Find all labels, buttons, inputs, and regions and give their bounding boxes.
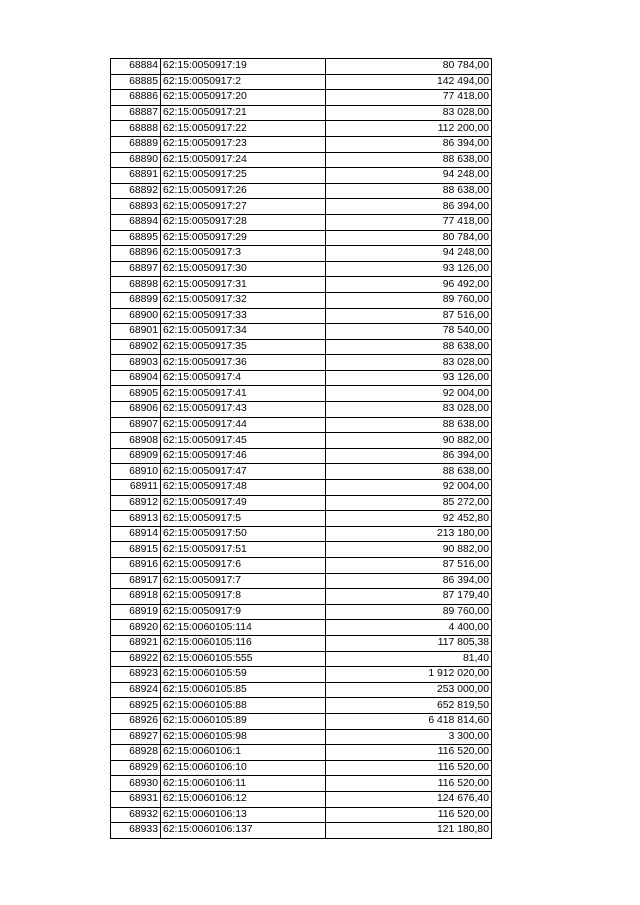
value-cell: 90 882,00 [326, 542, 492, 558]
cadastral-number-cell: 62:15:0050917:26 [161, 183, 326, 199]
row-number-cell: 68910 [111, 464, 161, 480]
row-number-cell: 68912 [111, 495, 161, 511]
table-row [111, 573, 492, 589]
table-row [111, 698, 492, 714]
row-number-cell: 68927 [111, 729, 161, 745]
cadastral-number-cell: 62:15:0050917:28 [161, 214, 326, 230]
row-number-cell: 68905 [111, 386, 161, 402]
row-number-cell: 68899 [111, 292, 161, 308]
row-number-cell: 68932 [111, 807, 161, 823]
cadastral-number-cell: 62:15:0060106:137 [161, 823, 326, 839]
value-cell: 96 492,00 [326, 277, 492, 293]
row-number-cell: 68898 [111, 277, 161, 293]
cadastral-number-cell: 62:15:0050917:22 [161, 121, 326, 137]
table-row [111, 480, 492, 496]
table-row [111, 246, 492, 262]
row-number-cell: 68906 [111, 402, 161, 418]
cadastral-number-cell: 62:15:0050917:27 [161, 199, 326, 215]
table-row [111, 776, 492, 792]
value-cell: 86 394,00 [326, 448, 492, 464]
cadastral-number-cell: 62:15:0050917:4 [161, 370, 326, 386]
table-row [111, 745, 492, 761]
cadastral-number-cell: 62:15:0060105:114 [161, 620, 326, 636]
row-number-cell: 68926 [111, 713, 161, 729]
value-cell: 4 400,00 [326, 620, 492, 636]
row-number-cell: 68885 [111, 74, 161, 90]
value-cell: 86 394,00 [326, 199, 492, 215]
value-cell: 93 126,00 [326, 370, 492, 386]
table-row [111, 90, 492, 106]
cadastral-number-cell: 62:15:0050917:9 [161, 604, 326, 620]
value-cell: 6 418 814,60 [326, 713, 492, 729]
row-number-cell: 68920 [111, 620, 161, 636]
value-cell: 116 520,00 [326, 745, 492, 761]
table-row [111, 511, 492, 527]
cadastral-number-cell: 62:15:0050917:35 [161, 339, 326, 355]
row-number-cell: 68886 [111, 90, 161, 106]
row-number-cell: 68904 [111, 370, 161, 386]
value-cell: 81,40 [326, 651, 492, 667]
table-row [111, 199, 492, 215]
table-row [111, 760, 492, 776]
row-number-cell: 68891 [111, 168, 161, 184]
table-row [111, 558, 492, 574]
row-number-cell: 68909 [111, 448, 161, 464]
cadastral-number-cell: 62:15:0060105:89 [161, 713, 326, 729]
row-number-cell: 68915 [111, 542, 161, 558]
table-row [111, 324, 492, 340]
value-cell: 85 272,00 [326, 495, 492, 511]
cadastral-number-cell: 62:15:0050917:3 [161, 246, 326, 262]
cadastral-number-cell: 62:15:0050917:23 [161, 136, 326, 152]
cadastral-number-cell: 62:15:0050917:51 [161, 542, 326, 558]
value-cell: 117 805,38 [326, 635, 492, 651]
value-cell: 94 248,00 [326, 168, 492, 184]
table-row [111, 604, 492, 620]
cadastral-number-cell: 62:15:0050917:36 [161, 355, 326, 371]
table-row [111, 214, 492, 230]
cadastral-number-cell: 62:15:0050917:29 [161, 230, 326, 246]
value-cell: 116 520,00 [326, 760, 492, 776]
cadastral-number-cell: 62:15:0050917:21 [161, 105, 326, 121]
value-cell: 87 516,00 [326, 308, 492, 324]
value-cell: 3 300,00 [326, 729, 492, 745]
table-row [111, 183, 492, 199]
cadastral-number-cell: 62:15:0050917:2 [161, 74, 326, 90]
cadastral-number-cell: 62:15:0060106:13 [161, 807, 326, 823]
table-row [111, 370, 492, 386]
table-row [111, 59, 492, 75]
row-number-cell: 68887 [111, 105, 161, 121]
value-cell: 87 179,40 [326, 589, 492, 605]
value-cell: 77 418,00 [326, 90, 492, 106]
table-row [111, 339, 492, 355]
cadastral-value-table [110, 58, 492, 839]
value-cell: 253 000,00 [326, 682, 492, 698]
cadastral-number-cell: 62:15:0060105:85 [161, 682, 326, 698]
cadastral-number-cell: 62:15:0050917:20 [161, 90, 326, 106]
value-cell: 86 394,00 [326, 136, 492, 152]
value-cell: 652 819,50 [326, 698, 492, 714]
table-row [111, 136, 492, 152]
value-cell: 90 882,00 [326, 433, 492, 449]
cadastral-number-cell: 62:15:0060105:88 [161, 698, 326, 714]
table-row [111, 152, 492, 168]
cadastral-number-cell: 62:15:0060106:12 [161, 791, 326, 807]
table-row [111, 402, 492, 418]
value-cell: 213 180,00 [326, 526, 492, 542]
table-row [111, 121, 492, 137]
cadastral-number-cell: 62:15:0050917:30 [161, 261, 326, 277]
value-cell: 92 004,00 [326, 386, 492, 402]
table-row [111, 292, 492, 308]
table-row [111, 651, 492, 667]
value-cell: 124 676,40 [326, 791, 492, 807]
cadastral-number-cell: 62:15:0050917:47 [161, 464, 326, 480]
row-number-cell: 68895 [111, 230, 161, 246]
value-cell: 88 638,00 [326, 183, 492, 199]
row-number-cell: 68917 [111, 573, 161, 589]
table-row [111, 168, 492, 184]
value-cell: 89 760,00 [326, 604, 492, 620]
cadastral-number-cell: 62:15:0050917:48 [161, 480, 326, 496]
value-cell: 89 760,00 [326, 292, 492, 308]
row-number-cell: 68924 [111, 682, 161, 698]
value-cell: 77 418,00 [326, 214, 492, 230]
value-cell: 83 028,00 [326, 402, 492, 418]
table-row [111, 277, 492, 293]
cadastral-number-cell: 62:15:0060105:116 [161, 635, 326, 651]
row-number-cell: 68922 [111, 651, 161, 667]
value-cell: 92 004,00 [326, 480, 492, 496]
cadastral-number-cell: 62:15:0050917:44 [161, 417, 326, 433]
row-number-cell: 68901 [111, 324, 161, 340]
table-row [111, 464, 492, 480]
row-number-cell: 68894 [111, 214, 161, 230]
value-cell: 87 516,00 [326, 558, 492, 574]
table-row [111, 417, 492, 433]
row-number-cell: 68933 [111, 823, 161, 839]
cadastral-number-cell: 62:15:0050917:50 [161, 526, 326, 542]
cadastral-number-cell: 62:15:0060105:98 [161, 729, 326, 745]
value-cell: 92 452,80 [326, 511, 492, 527]
row-number-cell: 68913 [111, 511, 161, 527]
cadastral-number-cell: 62:15:0050917:46 [161, 448, 326, 464]
value-cell: 86 394,00 [326, 573, 492, 589]
row-number-cell: 68921 [111, 635, 161, 651]
cadastral-number-cell: 62:15:0050917:34 [161, 324, 326, 340]
value-cell: 142 494,00 [326, 74, 492, 90]
row-number-cell: 68897 [111, 261, 161, 277]
table-row [111, 635, 492, 651]
value-cell: 121 180,80 [326, 823, 492, 839]
row-number-cell: 68914 [111, 526, 161, 542]
value-cell: 80 784,00 [326, 230, 492, 246]
table-row [111, 729, 492, 745]
value-cell: 83 028,00 [326, 355, 492, 371]
cadastral-number-cell: 62:15:0050917:7 [161, 573, 326, 589]
cadastral-number-cell: 62:15:0060106:11 [161, 776, 326, 792]
table-row [111, 230, 492, 246]
row-number-cell: 68907 [111, 417, 161, 433]
cadastral-number-cell: 62:15:0050917:8 [161, 589, 326, 605]
table-row [111, 589, 492, 605]
table-row [111, 667, 492, 683]
row-number-cell: 68892 [111, 183, 161, 199]
row-number-cell: 68903 [111, 355, 161, 371]
table-row [111, 807, 492, 823]
cadastral-number-cell: 62:15:0050917:32 [161, 292, 326, 308]
value-cell: 94 248,00 [326, 246, 492, 262]
cadastral-number-cell: 62:15:0050917:5 [161, 511, 326, 527]
table-row [111, 620, 492, 636]
value-cell: 88 638,00 [326, 152, 492, 168]
row-number-cell: 68884 [111, 59, 161, 75]
cadastral-number-cell: 62:15:0050917:41 [161, 386, 326, 402]
value-cell: 78 540,00 [326, 324, 492, 340]
value-cell: 88 638,00 [326, 339, 492, 355]
cadastral-number-cell: 62:15:0060105:555 [161, 651, 326, 667]
value-cell: 88 638,00 [326, 417, 492, 433]
row-number-cell: 68931 [111, 791, 161, 807]
cadastral-number-cell: 62:15:0060106:1 [161, 745, 326, 761]
cadastral-number-cell: 62:15:0050917:19 [161, 59, 326, 75]
row-number-cell: 68919 [111, 604, 161, 620]
row-number-cell: 68889 [111, 136, 161, 152]
value-cell: 116 520,00 [326, 807, 492, 823]
row-number-cell: 68930 [111, 776, 161, 792]
value-cell: 1 912 020,00 [326, 667, 492, 683]
table-row [111, 74, 492, 90]
row-number-cell: 68888 [111, 121, 161, 137]
row-number-cell: 68928 [111, 745, 161, 761]
cadastral-number-cell: 62:15:0060105:59 [161, 667, 326, 683]
value-cell: 80 784,00 [326, 59, 492, 75]
cadastral-number-cell: 62:15:0050917:49 [161, 495, 326, 511]
table-row [111, 495, 492, 511]
cadastral-number-cell: 62:15:0050917:24 [161, 152, 326, 168]
table-row [111, 526, 492, 542]
cadastral-number-cell: 62:15:0050917:43 [161, 402, 326, 418]
row-number-cell: 68908 [111, 433, 161, 449]
row-number-cell: 68890 [111, 152, 161, 168]
row-number-cell: 68918 [111, 589, 161, 605]
cadastral-number-cell: 62:15:0050917:33 [161, 308, 326, 324]
row-number-cell: 68923 [111, 667, 161, 683]
row-number-cell: 68911 [111, 480, 161, 496]
cadastral-number-cell: 62:15:0050917:45 [161, 433, 326, 449]
table-row [111, 308, 492, 324]
row-number-cell: 68925 [111, 698, 161, 714]
table-row [111, 355, 492, 371]
table-body [111, 59, 492, 839]
value-cell: 116 520,00 [326, 776, 492, 792]
row-number-cell: 68893 [111, 199, 161, 215]
table-row [111, 105, 492, 121]
row-number-cell: 68916 [111, 558, 161, 574]
row-number-cell: 68900 [111, 308, 161, 324]
table-row [111, 791, 492, 807]
value-cell: 112 200,00 [326, 121, 492, 137]
table-row [111, 682, 492, 698]
table-row [111, 386, 492, 402]
row-number-cell: 68902 [111, 339, 161, 355]
cadastral-number-cell: 62:15:0060106:10 [161, 760, 326, 776]
value-cell: 83 028,00 [326, 105, 492, 121]
table-row [111, 448, 492, 464]
table-row [111, 542, 492, 558]
row-number-cell: 68929 [111, 760, 161, 776]
cadastral-number-cell: 62:15:0050917:6 [161, 558, 326, 574]
value-cell: 93 126,00 [326, 261, 492, 277]
cadastral-number-cell: 62:15:0050917:31 [161, 277, 326, 293]
table-row [111, 713, 492, 729]
cadastral-number-cell: 62:15:0050917:25 [161, 168, 326, 184]
table-row [111, 261, 492, 277]
table-row [111, 433, 492, 449]
table-row [111, 823, 492, 839]
row-number-cell: 68896 [111, 246, 161, 262]
value-cell: 88 638,00 [326, 464, 492, 480]
